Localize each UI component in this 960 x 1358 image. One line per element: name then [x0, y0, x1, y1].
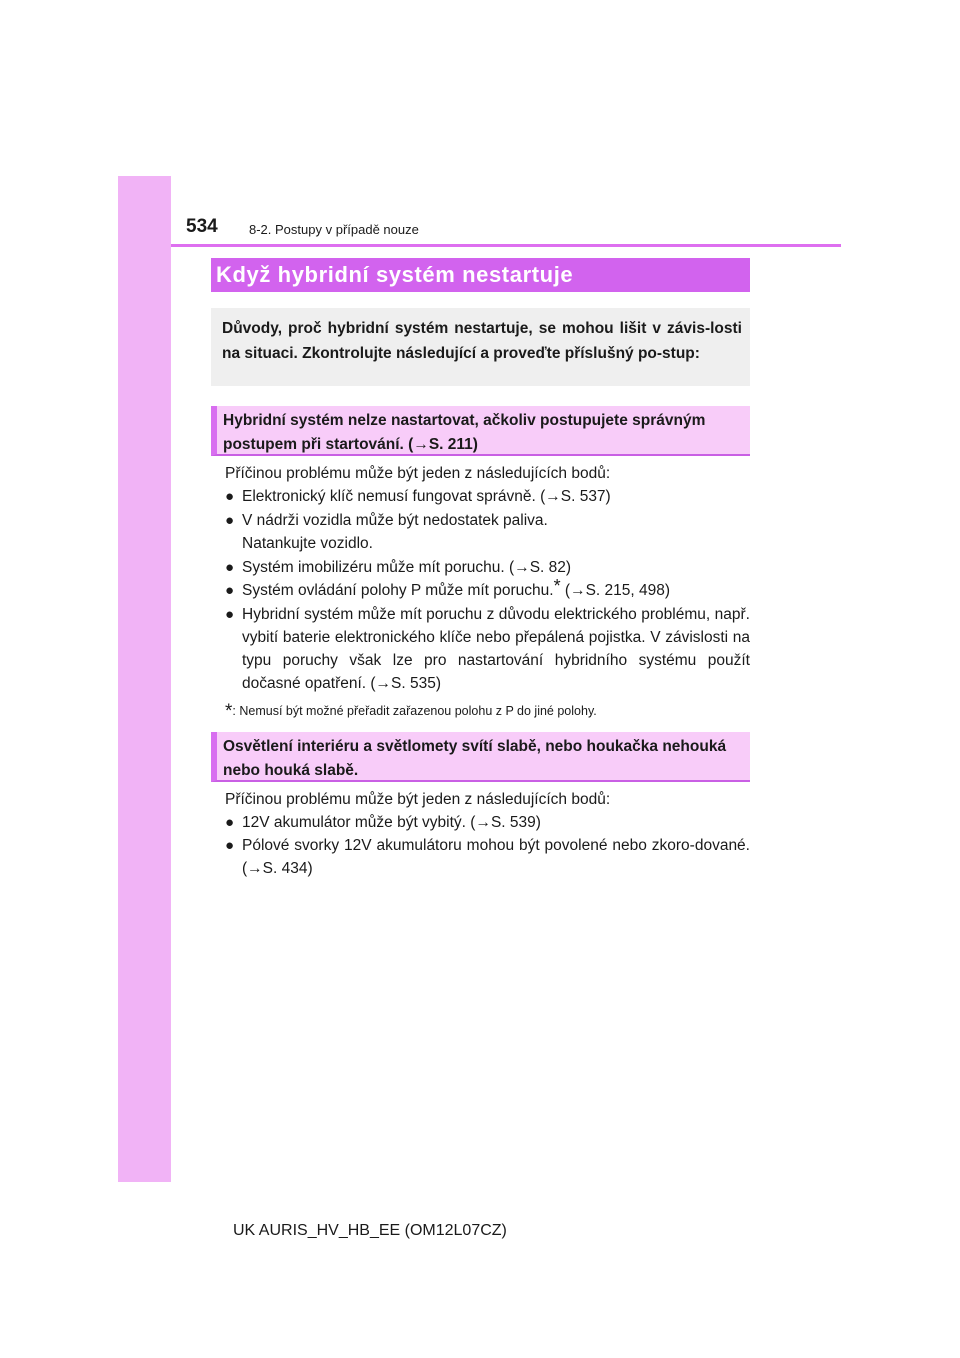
- bullet-icon: ●: [225, 559, 235, 576]
- footnote-text: : Nemusí být možné přeřadit zařazenou polohu z P do jiné polohy.: [232, 704, 597, 718]
- bullet-icon: ●: [225, 488, 235, 505]
- side-tab-strip: [118, 176, 171, 1182]
- page-title: Když hybridní systém nestartuje: [216, 262, 574, 287]
- list-item-text-part: (→S. 215, 498): [560, 582, 671, 599]
- footer-model-code: UK AURIS_HV_HB_EE (OM12L07CZ): [233, 1222, 507, 1239]
- list-item: [225, 576, 750, 602]
- subheading-2: Osvětlení interiéru a světlomety svítí slabě, nebo houkačka nehouká nebo houká slabě.: [223, 738, 727, 779]
- bullet-icon: ●: [225, 606, 235, 623]
- bullet-icon: ●: [225, 814, 235, 831]
- list-item: [225, 556, 750, 579]
- bullet-icon: ●: [225, 512, 235, 529]
- bullet-icon: ●: [225, 837, 235, 854]
- list-item-text: [242, 576, 750, 602]
- footnote: [225, 700, 597, 723]
- list-item: [225, 509, 750, 555]
- list-item: [225, 485, 750, 508]
- section-path: 8-2. Postupy v případě nouze: [249, 222, 419, 237]
- list-item-text: 12V akumulátor může být vybitý. (→S. 539): [242, 814, 541, 831]
- bullet-icon: ●: [225, 582, 235, 599]
- list-item-text: Natankujte vozidlo.: [242, 535, 373, 552]
- header-rule: [171, 244, 841, 247]
- list-item-text: Pólové svorky 12V akumulátoru mohou být povolené nebo zkoro-dované. (→S. 434): [242, 837, 750, 877]
- list-item: [225, 603, 750, 695]
- footnote-marker: *: [225, 701, 233, 722]
- list-item-text: V nádrži vozidla může být nedostatek paliva.: [242, 512, 548, 529]
- list-item-text-part: Systém ovládání polohy P může mít poruchu.: [242, 582, 554, 599]
- footnote-marker: *: [553, 576, 561, 596]
- list-item: [225, 811, 750, 834]
- page-number: 534: [186, 216, 218, 237]
- section2-lead: Příčinou problému může být jeden z následujících bodů:: [225, 791, 611, 808]
- list-item: [225, 834, 750, 880]
- section1-lead: Příčinou problému může být jeden z následujících bodů:: [225, 465, 611, 482]
- subheading-1: Hybridní systém nelze nastartovat, ačkoliv postupujete správným postupem při startování. (→S. 211): [223, 412, 706, 453]
- intro-text: Důvody, proč hybridní systém nestartuje, se mohou lišit v závis-losti na situaci. Zkontrolujte následující a proveďte příslušný po-stup:: [222, 320, 742, 362]
- list-item-text: Systém imobilizéru může mít poruchu. (→S. 82): [242, 559, 572, 576]
- list-item-text: Hybridní systém může mít poruchu z důvodu elektrického problému, např. vybití baterie elektronického klíče nebo přepálená pojistka. V závislosti na typu poruchy však lze pro nastartování hybridního systému použít dočasné opatření. (→S. 535): [242, 606, 750, 692]
- list-item-text: Elektronický klíč nemusí fungovat správně. (→S. 537): [242, 488, 611, 505]
